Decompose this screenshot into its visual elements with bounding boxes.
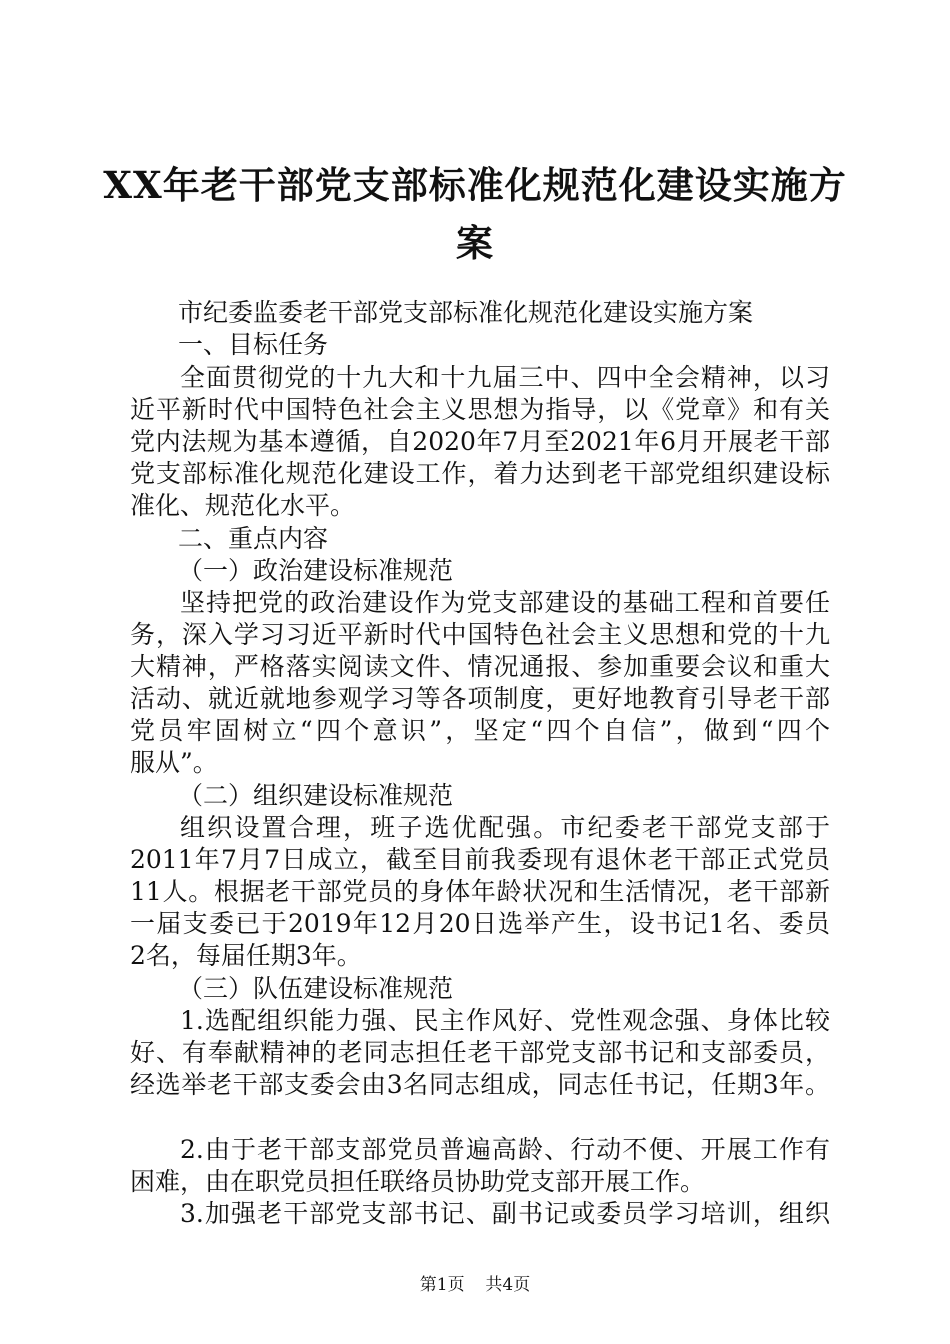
paragraph-line: 2011年7月7日成立，截至目前我委现有退休老干部正式党员 xyxy=(130,845,830,874)
paragraph-line: 一届支委已于2019年12月20日选举产生，设书记1名、委员 xyxy=(130,909,830,938)
section-heading-2: 二、重点内容 xyxy=(178,524,329,553)
paragraph-line: 困难，由在职党员担任联络员协助党支部开展工作。 xyxy=(130,1167,706,1196)
paragraph-subtitle: 市纪委监委老干部党支部标准化规范化建设实施方案 xyxy=(178,298,754,327)
paragraph-line: 坚持把党的政治建设作为党支部建设的基础工程和首要任 xyxy=(180,588,830,617)
paragraph-line: 务，深入学习习近平新时代中国特色社会主义思想和党的十九 xyxy=(130,620,830,649)
paragraph-line: 3.加强老干部党支部书记、副书记或委员学习培训，组织 xyxy=(180,1199,830,1228)
paragraph-line: 组织设置合理，班子选优配强。市纪委老干部党支部于 xyxy=(180,813,830,842)
subsection-heading-1: （一）政治建设标准规范 xyxy=(178,556,454,585)
paragraph-line: 活动、就近就地参观学习等各项制度，更好地教育引导老干部 xyxy=(130,684,830,713)
paragraph-line: 经选举老干部支委会由3名同志组成，同志任书记，任期3年。 xyxy=(130,1070,830,1099)
paragraph-line: 全面贯彻党的十九大和十九届三中、四中全会精神，以习 xyxy=(180,363,830,392)
page-footer xyxy=(0,1274,950,1296)
paragraph-line: 大精神，严格落实阅读文件、情况通报、参加重要会议和重大 xyxy=(130,652,830,681)
paragraph-line: 服从”。 xyxy=(130,748,218,777)
page-number-current: 第1页 xyxy=(419,1275,465,1295)
paragraph-line: 11人。根据老干部党员的身体年龄状况和生活情况，老干部新 xyxy=(130,877,830,906)
paragraph-line: 好、有奉献精神的老同志担任老干部党支部书记和支部委员， xyxy=(130,1038,830,1067)
subsection-heading-3: （三）队伍建设标准规范 xyxy=(178,974,454,1003)
paragraph-line: 党员牢固树立“四个意识”，坚定“四个自信”，做到“四个 xyxy=(130,716,830,745)
document-title-line-2: 案 xyxy=(456,221,494,265)
subsection-heading-2: （二）组织建设标准规范 xyxy=(178,781,454,810)
paragraph-line: 党内法规为基本遵循，自2020年7月至2021年6月开展老干部 xyxy=(130,427,830,456)
paragraph-line: 近平新时代中国特色社会主义思想为指导，以《党章》和有关 xyxy=(130,395,830,424)
paragraph-line: 2.由于老干部支部党员普遍高龄、行动不便、开展工作有 xyxy=(180,1135,830,1164)
paragraph-line: 党支部标准化规范化建设工作，着力达到老干部党组织建设标 xyxy=(130,459,830,488)
page-number-total: 共4页 xyxy=(485,1275,531,1295)
paragraph-line: 1.选配组织能力强、民主作风好、党性观念强、身体比较 xyxy=(180,1006,830,1035)
section-heading-1: 一、目标任务 xyxy=(178,330,329,359)
document-title-line-1: XX年老干部党支部标准化规范化建设实施方 xyxy=(103,163,847,207)
paragraph-line: 2名，每届任期3年。 xyxy=(130,941,362,970)
paragraph-line: 准化、规范化水平。 xyxy=(130,491,356,520)
